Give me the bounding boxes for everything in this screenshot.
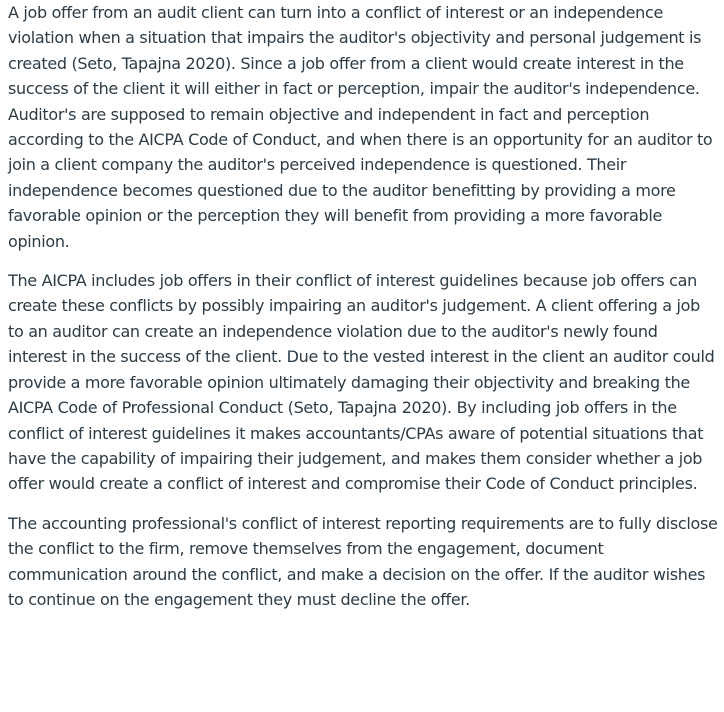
paragraph-aicpa-guidelines: The AICPA includes job offers in their conflict of interest guidelines because job offers can create these conflicts by possibly impairing an auditor's judgement. A client offering a job to an auditor can create an independence violation due to the auditor's newly found interest in the success of the client. Due to the vested interest in the client an auditor could provide a more favorable opinion ultimately damaging their objectivity and breaking the AICPA Code of Professional Conduct (Seto, Tapajna 2020). By including job offers in the conflict of interest guidelines it makes accountants/CPAs aware of potential situations that have the capability of impairing their judgement, and makes them consider whether a job offer would create a conflict of interest and compromise their Code of Conduct principles. (8, 271, 715, 494)
paragraph-independence-violation: A job offer from an audit client can turn into a conflict of interest or an independence violation when a situation that impairs the auditor's objectivity and personal judgement is created (Seto, Tapajna 2020). Since a job offer from a client would create interest in the success of the client it will either in fact or perception, impair the auditor's independence. Auditor's are supposed to remain objective and independent in fact and perception according to the AICPA Code of Conduct, and when there is an opportunity for an auditor to join a client company the auditor's perceived independence is questioned. Their independence becomes questioned due to the auditor benefitting by providing a more favorable opinion or the perception they will benefit from providing a more favorable opinion. (8, 3, 713, 251)
paragraph-reporting-requirements: The accounting professional's conflict of interest reporting requirements are to fully disclose the conflict to the firm, remove themselves from the engagement, document communication around the conflict, and make a decision on the offer. If the auditor wishes to continue on the engagement they must decline the offer. (8, 513, 718, 609)
